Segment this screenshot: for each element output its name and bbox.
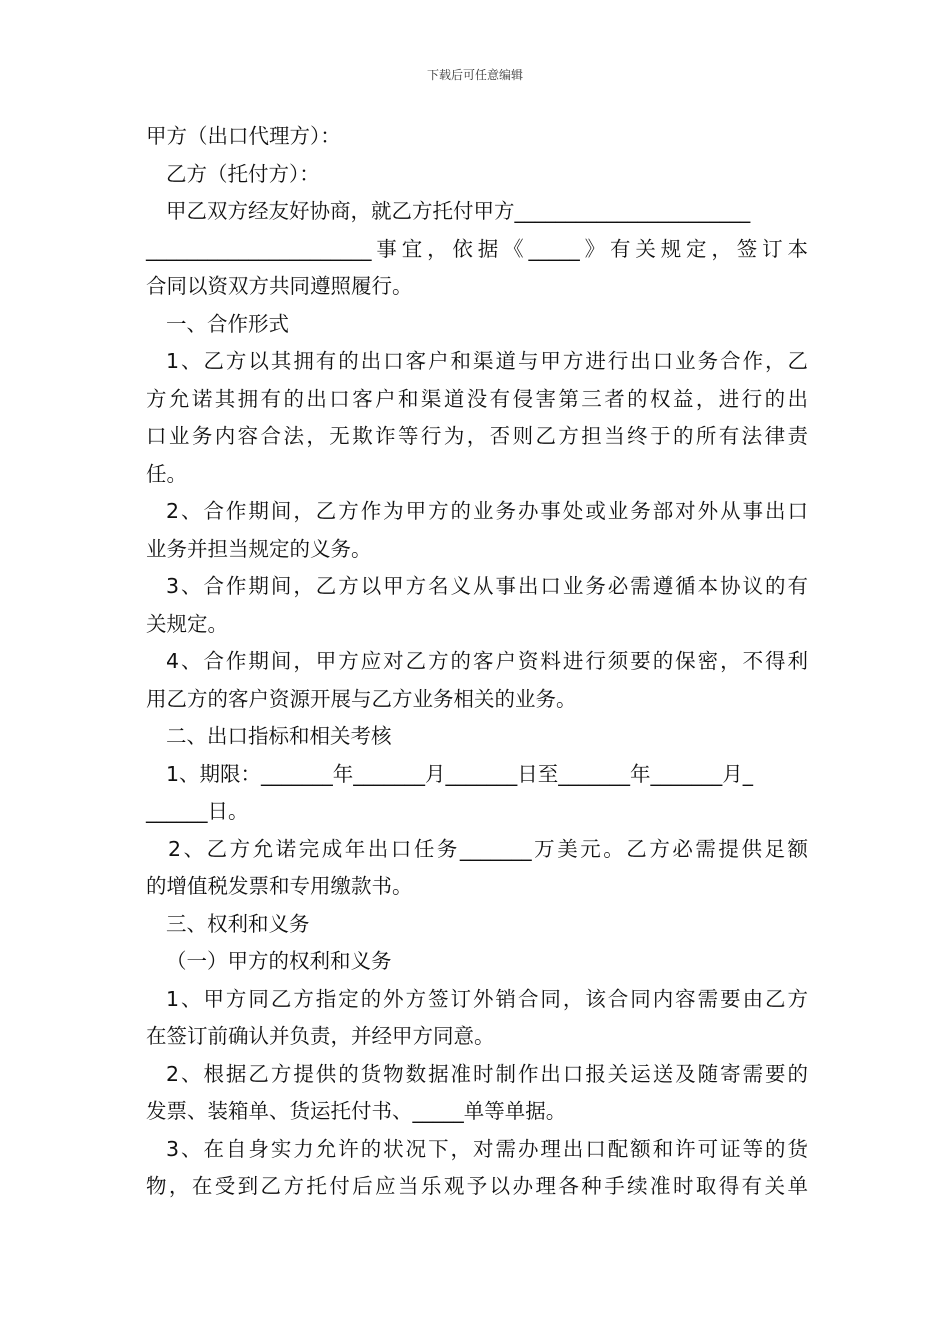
document-line: 用乙方的客户资源开展与乙方业务相关的业务。 xyxy=(146,686,577,711)
document-line: 关规定。 xyxy=(146,611,228,636)
document-line: 业务并担当规定的义务。 xyxy=(146,536,372,561)
document-line: 物，在受到乙方托付后应当乐观予以办理各种手续准时取得有关单 xyxy=(146,1174,808,1198)
document-line: 2、乙方允诺完成年出口任务_______万美元。乙方必需提供足额 xyxy=(168,836,808,861)
document-line: 任。 xyxy=(146,461,187,486)
document-line: 口业务内容合法，无欺诈等行为，否则乙方担当终于的所有法律责 xyxy=(146,424,808,448)
page-header: 下载后可任意编辑 xyxy=(426,68,523,82)
document-line: 三、权利和义务 xyxy=(166,911,310,936)
document-line: 1、期限：_______年_______月_______日至_______年_______月_ xyxy=(166,761,754,786)
document-line: 3、合作期间，乙方以甲方名义从事出口业务必需遵循本协议的有 xyxy=(166,574,808,598)
document-line: 一、合作形式 xyxy=(166,311,289,336)
document-line: 二、出口指标和相关考核 xyxy=(166,724,392,748)
document-line: 1、甲方同乙方指定的外方签订外销合同，该合同内容需要由乙方 xyxy=(166,986,808,1011)
document-line: 在签订前确认并负责，并经甲方同意。 xyxy=(146,1024,495,1048)
document-line: ______日。 xyxy=(146,799,249,823)
document-line: ______________________事宜，依据《_____》有关规定，签订本 xyxy=(146,236,808,261)
document-body xyxy=(146,118,808,1206)
document-line: 的增值税发票和专用缴款书。 xyxy=(146,874,413,898)
document-line: 乙方（托付方）： xyxy=(166,161,320,186)
document-line: 发票、装箱单、货运托付书、_____单等单据。 xyxy=(146,1099,567,1123)
document-line: 2、根据乙方提供的货物数据准时制作出口报关运送及随寄需要的 xyxy=(166,1061,808,1086)
document-line: 2、合作期间，乙方作为甲方的业务办事处或业务部对外从事出口 xyxy=(166,499,808,523)
document-line: 4、合作期间，甲方应对乙方的客户资料进行须要的保密，不得利 xyxy=(166,649,808,673)
document-line: 方允诺其拥有的出口客户和渠道没有侵害第三者的权益，进行的出 xyxy=(146,386,808,411)
document-line: 甲乙双方经友好协商，就乙方托付甲方_______________________ xyxy=(166,199,751,223)
document-line: 合同以资双方共同遵照履行。 xyxy=(146,274,413,298)
document-line: 1、乙方以其拥有的出口客户和渠道与甲方进行出口业务合作，乙 xyxy=(166,349,808,373)
document-line: （一）甲方的权利和义务 xyxy=(166,949,392,973)
document-line: 甲方（出口代理方）： xyxy=(146,124,341,148)
document-line: 3、在自身实力允许的状况下，对需办理出口配额和许可证等的货 xyxy=(166,1136,808,1161)
